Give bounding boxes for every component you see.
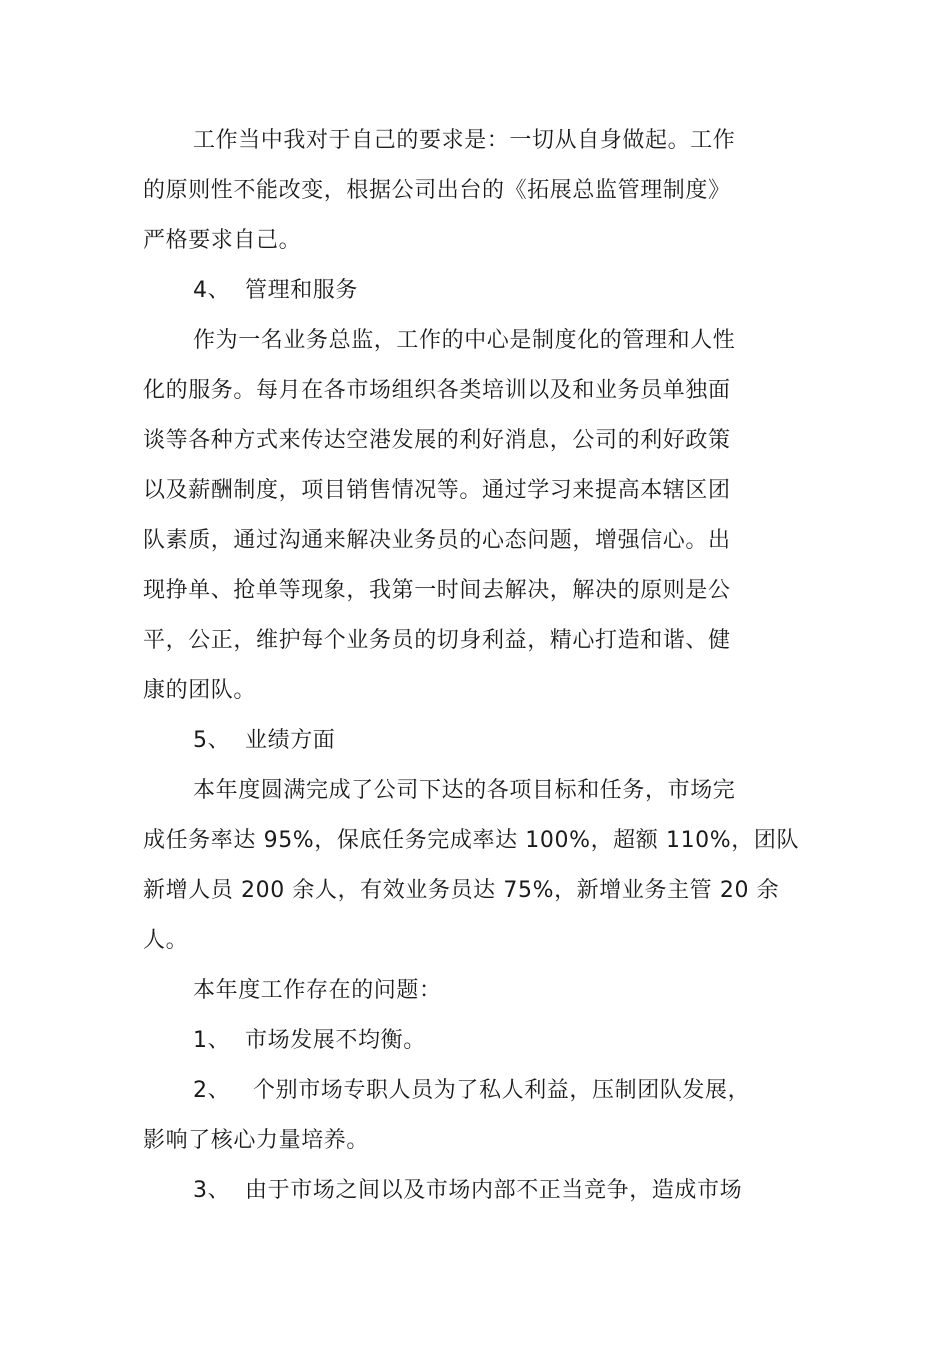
item-number: 2、 bbox=[193, 1078, 231, 1103]
section-title: 业绩方面 bbox=[245, 728, 336, 753]
paragraph-line: 平，公正，维护每个业务员的切身利益，精心打造和谐、健 bbox=[143, 628, 731, 653]
item-number: 3、 bbox=[193, 1178, 231, 1203]
paragraph-line: 队素质，通过沟通来解决业务员的心态问题，增强信心。出 bbox=[143, 528, 731, 553]
paragraph-line: 新增人员 200 余人，有效业务员达 75%，新增业务主管 20 余 bbox=[143, 878, 780, 903]
section-number: 4、 bbox=[193, 278, 231, 303]
section-title: 管理和服务 bbox=[245, 278, 359, 303]
item-number: 1、 bbox=[193, 1028, 231, 1053]
paragraph-line: 的原则性不能改变，根据公司出台的《拓展总监管理制度》 bbox=[143, 178, 731, 203]
paragraph-line: 作为一名业务总监，工作的中心是制度化的管理和人性 bbox=[193, 328, 736, 353]
paragraph-line: 工作当中我对于自己的要求是：一切从自身做起。工作 bbox=[193, 128, 736, 153]
paragraph-line: 本年度圆满完成了公司下达的各项目标和任务，市场完 bbox=[193, 778, 736, 803]
paragraph-line: 现挣单、抢单等现象，我第一时间去解决，解决的原则是公 bbox=[143, 578, 731, 603]
item-text: 个别市场专职人员为了私人利益，压制团队发展， bbox=[253, 1078, 751, 1103]
paragraph-line: 康的团队。 bbox=[143, 678, 257, 703]
paragraph-line: 化的服务。每月在各市场组织各类培训以及和业务员单独面 bbox=[143, 378, 731, 403]
section-number: 5、 bbox=[193, 728, 231, 753]
paragraph-line: 人。 bbox=[143, 928, 189, 953]
problems-heading: 本年度工作存在的问题： bbox=[193, 978, 442, 1003]
paragraph-line: 影响了核心力量培养。 bbox=[143, 1128, 370, 1153]
paragraph-line: 严格要求自己。 bbox=[143, 228, 302, 253]
section-heading-4 bbox=[193, 276, 358, 306]
problem-item-3 bbox=[193, 1176, 742, 1206]
item-text: 市场发展不均衡。 bbox=[245, 1028, 426, 1053]
paragraph-line: 以及薪酬制度，项目销售情况等。通过学习来提高本辖区团 bbox=[143, 478, 731, 503]
paragraph-line: 谈等各种方式来传达空港发展的利好消息，公司的利好政策 bbox=[143, 428, 731, 453]
paragraph-line: 成任务率达 95%，保底任务完成率达 100%，超额 110%，团队 bbox=[143, 828, 800, 853]
item-text: 由于市场之间以及市场内部不正当竞争，造成市场 bbox=[245, 1178, 743, 1203]
problem-item-1 bbox=[193, 1026, 426, 1056]
section-heading-5 bbox=[193, 726, 335, 756]
problem-item-2 bbox=[193, 1076, 750, 1106]
